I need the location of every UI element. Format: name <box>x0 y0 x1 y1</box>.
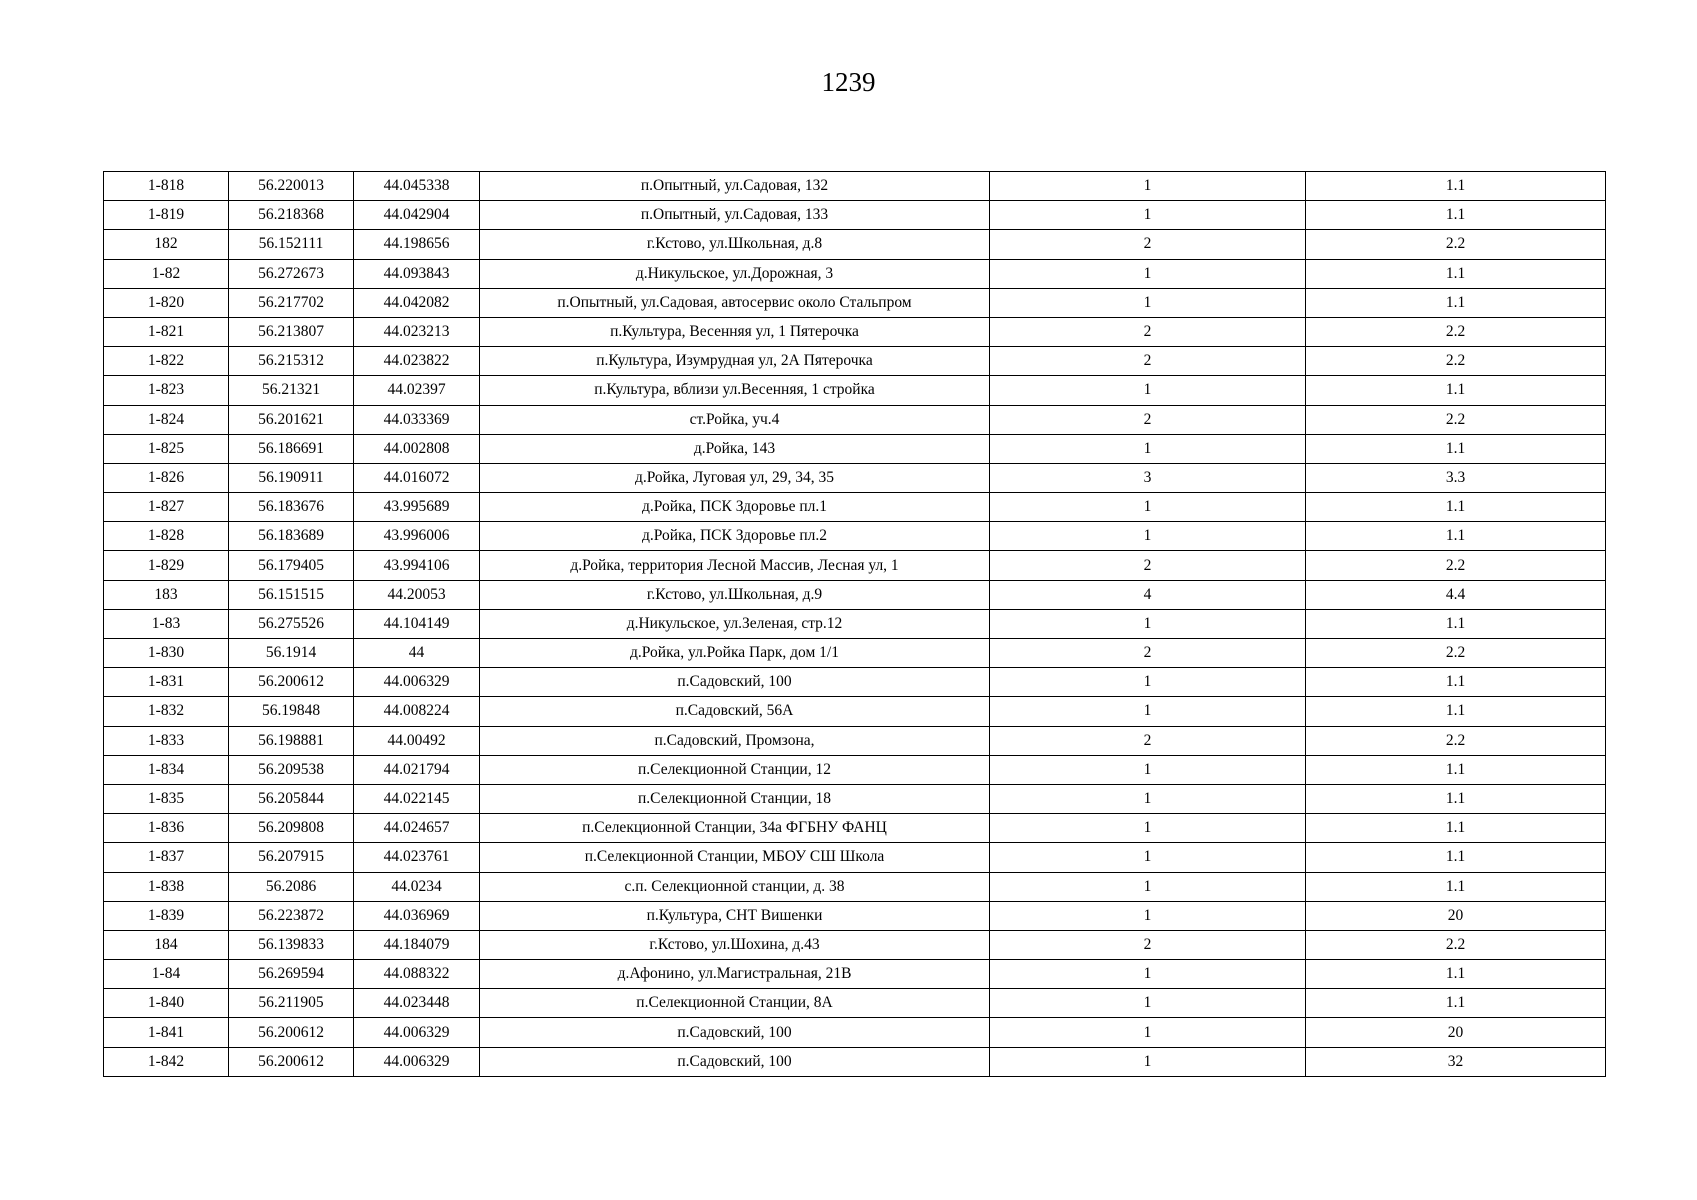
value-cell: 1.1 <box>1306 434 1606 463</box>
id-cell: 1-834 <box>104 755 229 784</box>
table-row <box>104 784 1606 813</box>
value-cell: 3.3 <box>1306 463 1606 492</box>
value-cell: 1.1 <box>1306 376 1606 405</box>
count-cell: 2 <box>990 726 1306 755</box>
value-cell: 1.1 <box>1306 989 1606 1018</box>
table-row <box>104 434 1606 463</box>
value-cell: 2.2 <box>1306 230 1606 259</box>
address-cell: п.Садовский, Промзона, <box>480 726 990 755</box>
address-cell: г.Кстово, ул.Школьная, д.8 <box>480 230 990 259</box>
value-cell: 1.1 <box>1306 697 1606 726</box>
value-cell: 1.1 <box>1306 755 1606 784</box>
id-cell: 1-833 <box>104 726 229 755</box>
table-row <box>104 259 1606 288</box>
count-cell: 1 <box>990 1018 1306 1047</box>
count-cell: 1 <box>990 259 1306 288</box>
longitude-cell: 44.02397 <box>354 376 480 405</box>
latitude-cell: 56.209808 <box>229 814 354 843</box>
id-cell: 1-826 <box>104 463 229 492</box>
count-cell: 1 <box>990 960 1306 989</box>
value-cell: 4.4 <box>1306 580 1606 609</box>
data-table <box>103 171 1606 1077</box>
table-row <box>104 989 1606 1018</box>
count-cell: 1 <box>990 434 1306 463</box>
latitude-cell: 56.1914 <box>229 639 354 668</box>
id-cell: 1-818 <box>104 172 229 201</box>
longitude-cell: 44.016072 <box>354 463 480 492</box>
count-cell: 1 <box>990 376 1306 405</box>
address-cell: п.Садовский, 56А <box>480 697 990 726</box>
value-cell: 1.1 <box>1306 960 1606 989</box>
id-cell: 1-842 <box>104 1047 229 1076</box>
table-row <box>104 843 1606 872</box>
address-cell: д.Афонино, ул.Магистральная, 21В <box>480 960 990 989</box>
id-cell: 1-832 <box>104 697 229 726</box>
count-cell: 2 <box>990 230 1306 259</box>
count-cell: 2 <box>990 930 1306 959</box>
longitude-cell: 44.184079 <box>354 930 480 959</box>
address-cell: п.Селекционной Станции, 8А <box>480 989 990 1018</box>
latitude-cell: 56.151515 <box>229 580 354 609</box>
address-cell: с.п. Селекционной станции, д. 38 <box>480 872 990 901</box>
longitude-cell: 44.088322 <box>354 960 480 989</box>
longitude-cell: 44.104149 <box>354 609 480 638</box>
latitude-cell: 56.223872 <box>229 901 354 930</box>
value-cell: 2.2 <box>1306 347 1606 376</box>
id-cell: 1-824 <box>104 405 229 434</box>
longitude-cell: 44.024657 <box>354 814 480 843</box>
table-row <box>104 347 1606 376</box>
count-cell: 1 <box>990 755 1306 784</box>
table-row <box>104 960 1606 989</box>
address-cell: п.Селекционной Станции, 12 <box>480 755 990 784</box>
count-cell: 2 <box>990 639 1306 668</box>
table-row <box>104 230 1606 259</box>
table-row <box>104 726 1606 755</box>
latitude-cell: 56.207915 <box>229 843 354 872</box>
table-row <box>104 930 1606 959</box>
count-cell: 1 <box>990 172 1306 201</box>
address-cell: п.Культура, вблизи ул.Весенняя, 1 стройка <box>480 376 990 405</box>
address-cell: п.Культура, Изумрудная ул, 2А Пятерочка <box>480 347 990 376</box>
table-row <box>104 1047 1606 1076</box>
address-cell: ст.Ройка, уч.4 <box>480 405 990 434</box>
table-row <box>104 172 1606 201</box>
latitude-cell: 56.183689 <box>229 522 354 551</box>
table-row <box>104 551 1606 580</box>
latitude-cell: 56.217702 <box>229 288 354 317</box>
latitude-cell: 56.272673 <box>229 259 354 288</box>
latitude-cell: 56.200612 <box>229 1018 354 1047</box>
address-cell: д.Ройка, территория Лесной Массив, Лесная ул, 1 <box>480 551 990 580</box>
id-cell: 183 <box>104 580 229 609</box>
longitude-cell: 44.006329 <box>354 668 480 697</box>
address-cell: г.Кстово, ул.Школьная, д.9 <box>480 580 990 609</box>
address-cell: п.Селекционной Станции, 34а ФГБНУ ФАНЦ <box>480 814 990 843</box>
count-cell: 1 <box>990 522 1306 551</box>
count-cell: 1 <box>990 668 1306 697</box>
id-cell: 1-820 <box>104 288 229 317</box>
latitude-cell: 56.21321 <box>229 376 354 405</box>
address-cell: п.Культура, Весенняя ул, 1 Пятерочка <box>480 317 990 346</box>
latitude-cell: 56.200612 <box>229 1047 354 1076</box>
address-cell: п.Опытный, ул.Садовая, 133 <box>480 201 990 230</box>
value-cell: 1.1 <box>1306 201 1606 230</box>
count-cell: 1 <box>990 784 1306 813</box>
id-cell: 1-822 <box>104 347 229 376</box>
value-cell: 1.1 <box>1306 814 1606 843</box>
longitude-cell: 44.022145 <box>354 784 480 813</box>
id-cell: 1-831 <box>104 668 229 697</box>
longitude-cell: 44.045338 <box>354 172 480 201</box>
value-cell: 2.2 <box>1306 317 1606 346</box>
latitude-cell: 56.179405 <box>229 551 354 580</box>
count-cell: 2 <box>990 551 1306 580</box>
latitude-cell: 56.209538 <box>229 755 354 784</box>
table-row <box>104 376 1606 405</box>
longitude-cell: 44.00492 <box>354 726 480 755</box>
latitude-cell: 56.183676 <box>229 493 354 522</box>
count-cell: 1 <box>990 1047 1306 1076</box>
table-row <box>104 580 1606 609</box>
longitude-cell: 44.008224 <box>354 697 480 726</box>
table-row <box>104 1018 1606 1047</box>
latitude-cell: 56.190911 <box>229 463 354 492</box>
value-cell: 2.2 <box>1306 639 1606 668</box>
value-cell: 1.1 <box>1306 259 1606 288</box>
longitude-cell: 43.995689 <box>354 493 480 522</box>
value-cell: 1.1 <box>1306 843 1606 872</box>
longitude-cell: 44.023448 <box>354 989 480 1018</box>
count-cell: 1 <box>990 814 1306 843</box>
address-cell: п.Опытный, ул.Садовая, 132 <box>480 172 990 201</box>
longitude-cell: 44.023822 <box>354 347 480 376</box>
longitude-cell: 44.20053 <box>354 580 480 609</box>
count-cell: 1 <box>990 697 1306 726</box>
id-cell: 184 <box>104 930 229 959</box>
table-row <box>104 463 1606 492</box>
value-cell: 1.1 <box>1306 288 1606 317</box>
address-cell: д.Ройка, ПСК Здоровье пл.1 <box>480 493 990 522</box>
id-cell: 1-829 <box>104 551 229 580</box>
longitude-cell: 44.023761 <box>354 843 480 872</box>
address-cell: д.Ройка, ул.Ройка Парк, дом 1/1 <box>480 639 990 668</box>
table-row <box>104 288 1606 317</box>
address-cell: д.Никульское, ул.Дорожная, 3 <box>480 259 990 288</box>
id-cell: 1-840 <box>104 989 229 1018</box>
latitude-cell: 56.275526 <box>229 609 354 638</box>
longitude-cell: 44.023213 <box>354 317 480 346</box>
table-row <box>104 814 1606 843</box>
address-cell: п.Садовский, 100 <box>480 668 990 697</box>
address-cell: д.Никульское, ул.Зеленая, стр.12 <box>480 609 990 638</box>
count-cell: 2 <box>990 317 1306 346</box>
latitude-cell: 56.211905 <box>229 989 354 1018</box>
table-row <box>104 872 1606 901</box>
count-cell: 1 <box>990 201 1306 230</box>
longitude-cell: 44.042904 <box>354 201 480 230</box>
table-row <box>104 901 1606 930</box>
address-cell: п.Селекционной Станции, МБОУ СШ Школа <box>480 843 990 872</box>
value-cell: 2.2 <box>1306 405 1606 434</box>
table-body <box>104 172 1606 1077</box>
id-cell: 1-837 <box>104 843 229 872</box>
address-cell: п.Селекционной Станции, 18 <box>480 784 990 813</box>
latitude-cell: 56.218368 <box>229 201 354 230</box>
longitude-cell: 44.198656 <box>354 230 480 259</box>
value-cell: 1.1 <box>1306 668 1606 697</box>
count-cell: 1 <box>990 288 1306 317</box>
count-cell: 1 <box>990 901 1306 930</box>
value-cell: 1.1 <box>1306 522 1606 551</box>
value-cell: 20 <box>1306 901 1606 930</box>
table-row <box>104 201 1606 230</box>
id-cell: 1-825 <box>104 434 229 463</box>
address-cell: д.Ройка, Луговая ул, 29, 34, 35 <box>480 463 990 492</box>
latitude-cell: 56.139833 <box>229 930 354 959</box>
count-cell: 4 <box>990 580 1306 609</box>
value-cell: 1.1 <box>1306 172 1606 201</box>
latitude-cell: 56.220013 <box>229 172 354 201</box>
id-cell: 1-82 <box>104 259 229 288</box>
latitude-cell: 56.215312 <box>229 347 354 376</box>
value-cell: 2.2 <box>1306 930 1606 959</box>
longitude-cell: 44.0234 <box>354 872 480 901</box>
value-cell: 2.2 <box>1306 551 1606 580</box>
id-cell: 1-827 <box>104 493 229 522</box>
latitude-cell: 56.198881 <box>229 726 354 755</box>
id-cell: 1-821 <box>104 317 229 346</box>
latitude-cell: 56.213807 <box>229 317 354 346</box>
longitude-cell: 44.006329 <box>354 1018 480 1047</box>
count-cell: 2 <box>990 347 1306 376</box>
table-row <box>104 405 1606 434</box>
id-cell: 1-84 <box>104 960 229 989</box>
latitude-cell: 56.200612 <box>229 668 354 697</box>
table-row <box>104 755 1606 784</box>
longitude-cell: 44.021794 <box>354 755 480 784</box>
id-cell: 1-819 <box>104 201 229 230</box>
value-cell: 20 <box>1306 1018 1606 1047</box>
count-cell: 1 <box>990 872 1306 901</box>
table-row <box>104 493 1606 522</box>
value-cell: 1.1 <box>1306 609 1606 638</box>
id-cell: 1-835 <box>104 784 229 813</box>
value-cell: 1.1 <box>1306 493 1606 522</box>
longitude-cell: 44.006329 <box>354 1047 480 1076</box>
latitude-cell: 56.2086 <box>229 872 354 901</box>
table-row <box>104 317 1606 346</box>
count-cell: 2 <box>990 405 1306 434</box>
longitude-cell: 44 <box>354 639 480 668</box>
count-cell: 1 <box>990 609 1306 638</box>
id-cell: 1-838 <box>104 872 229 901</box>
latitude-cell: 56.269594 <box>229 960 354 989</box>
id-cell: 182 <box>104 230 229 259</box>
count-cell: 1 <box>990 493 1306 522</box>
value-cell: 1.1 <box>1306 784 1606 813</box>
value-cell: 32 <box>1306 1047 1606 1076</box>
longitude-cell: 44.093843 <box>354 259 480 288</box>
id-cell: 1-828 <box>104 522 229 551</box>
longitude-cell: 44.002808 <box>354 434 480 463</box>
count-cell: 1 <box>990 843 1306 872</box>
table-row <box>104 522 1606 551</box>
address-cell: п.Садовский, 100 <box>480 1018 990 1047</box>
address-cell: п.Садовский, 100 <box>480 1047 990 1076</box>
address-cell: д.Ройка, 143 <box>480 434 990 463</box>
address-cell: п.Культура, СНТ Вишенки <box>480 901 990 930</box>
table-row <box>104 609 1606 638</box>
latitude-cell: 56.186691 <box>229 434 354 463</box>
longitude-cell: 44.036969 <box>354 901 480 930</box>
longitude-cell: 44.042082 <box>354 288 480 317</box>
latitude-cell: 56.201621 <box>229 405 354 434</box>
id-cell: 1-830 <box>104 639 229 668</box>
address-cell: п.Опытный, ул.Садовая, автосервис около Стальпром <box>480 288 990 317</box>
table-row <box>104 639 1606 668</box>
table-row <box>104 668 1606 697</box>
id-cell: 1-836 <box>104 814 229 843</box>
id-cell: 1-839 <box>104 901 229 930</box>
longitude-cell: 43.994106 <box>354 551 480 580</box>
longitude-cell: 44.033369 <box>354 405 480 434</box>
value-cell: 2.2 <box>1306 726 1606 755</box>
address-cell: г.Кстово, ул.Шохина, д.43 <box>480 930 990 959</box>
longitude-cell: 43.996006 <box>354 522 480 551</box>
count-cell: 3 <box>990 463 1306 492</box>
latitude-cell: 56.152111 <box>229 230 354 259</box>
page-number: 1239 <box>821 67 876 97</box>
latitude-cell: 56.205844 <box>229 784 354 813</box>
table-row <box>104 697 1606 726</box>
address-cell: д.Ройка, ПСК Здоровье пл.2 <box>480 522 990 551</box>
id-cell: 1-83 <box>104 609 229 638</box>
count-cell: 1 <box>990 989 1306 1018</box>
latitude-cell: 56.19848 <box>229 697 354 726</box>
id-cell: 1-841 <box>104 1018 229 1047</box>
value-cell: 1.1 <box>1306 872 1606 901</box>
id-cell: 1-823 <box>104 376 229 405</box>
